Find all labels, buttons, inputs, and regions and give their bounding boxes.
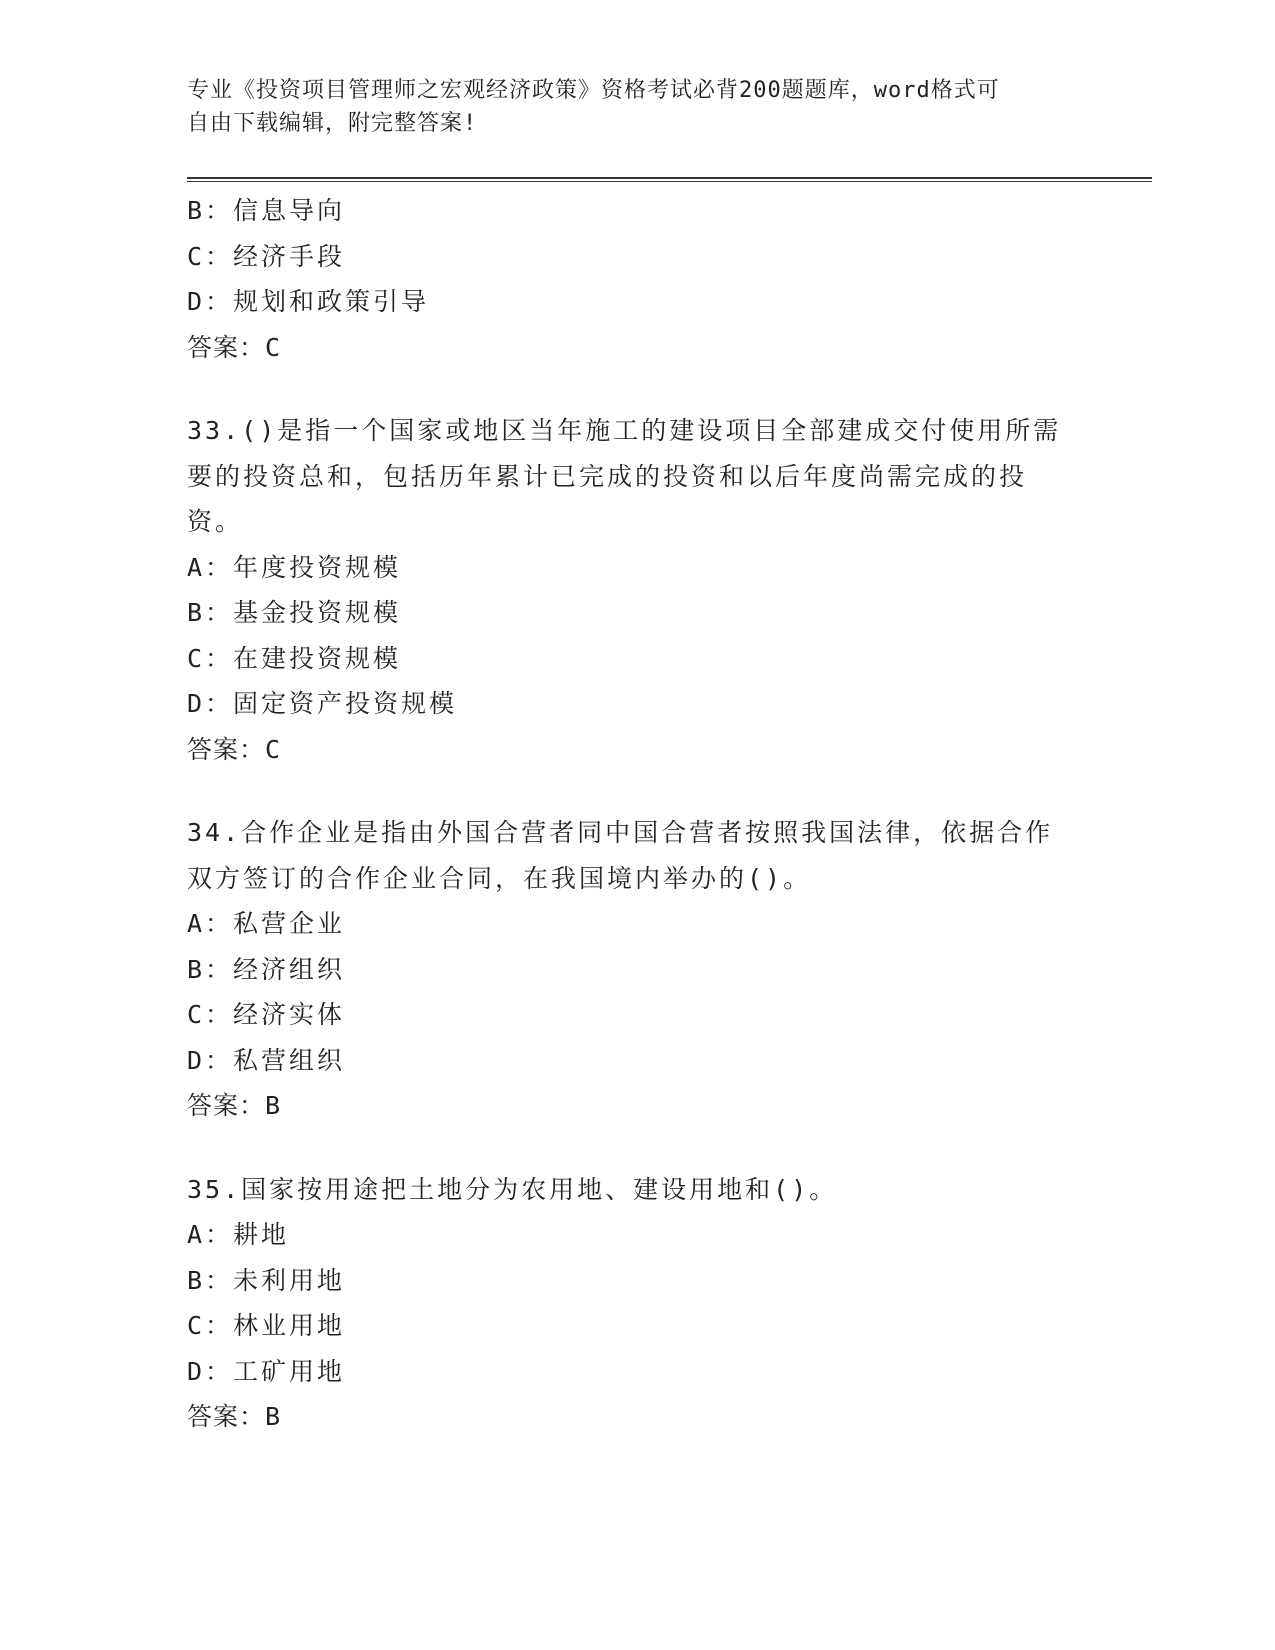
header-divider bbox=[187, 177, 1152, 182]
answer-line: 答案：B bbox=[187, 1091, 282, 1120]
question-text-line: 资。 bbox=[187, 507, 244, 536]
spacer bbox=[187, 1129, 1087, 1167]
spacer bbox=[187, 370, 1087, 408]
option-b: B：基金投资规模 bbox=[187, 598, 402, 627]
option-d: D：固定资产投资规模 bbox=[187, 689, 458, 718]
question-text-line: 34.合作企业是指由外国合营者同中国合营者按照我国法律，依据合作 bbox=[187, 818, 1054, 847]
option-d: D：规划和政策引导 bbox=[187, 287, 430, 316]
question-block-33 bbox=[187, 408, 1087, 772]
question-block-32 bbox=[187, 188, 1087, 370]
option-b: B：信息导向 bbox=[187, 196, 346, 225]
question-text-line: 35.国家按用途把土地分为农用地、建设用地和()。 bbox=[187, 1174, 838, 1204]
question-text-line: 33.()是指一个国家或地区当年施工的建设项目全部建成交付使用所需 bbox=[187, 416, 1062, 445]
option-c: C：在建投资规模 bbox=[187, 643, 402, 673]
header-line-2: 自由下载编辑，附完整答案! bbox=[187, 111, 478, 136]
question-list bbox=[187, 188, 1087, 1440]
option-a: A：私营企业 bbox=[187, 909, 346, 938]
answer-line: 答案：B bbox=[187, 1402, 282, 1431]
question-block-35 bbox=[187, 1167, 1087, 1440]
header-line-1: 专业《投资项目管理师之宏观经济政策》资格考试必背200题题库，word格式可 bbox=[187, 78, 1000, 103]
spacer bbox=[187, 772, 1087, 810]
option-d: D：工矿用地 bbox=[187, 1356, 346, 1386]
document-header bbox=[187, 74, 1087, 140]
answer-line: 答案：C bbox=[187, 332, 282, 362]
question-text-line: 要的投资总和，包括历年累计已完成的投资和以后年度尚需完成的投 bbox=[187, 461, 1028, 491]
option-c: C：经济实体 bbox=[187, 1000, 346, 1029]
option-a: A：耕地 bbox=[187, 1220, 290, 1249]
question-text-line: 双方签订的合作企业合同，在我国境内举办的()。 bbox=[187, 863, 812, 893]
option-d: D：私营组织 bbox=[187, 1045, 346, 1075]
option-b: B：未利用地 bbox=[187, 1265, 346, 1295]
option-c: C：林业用地 bbox=[187, 1311, 346, 1340]
option-a: A：年度投资规模 bbox=[187, 552, 402, 582]
option-b: B：经济组织 bbox=[187, 954, 346, 984]
option-c: C：经济手段 bbox=[187, 241, 346, 271]
answer-line: 答案：C bbox=[187, 734, 282, 764]
question-block-34 bbox=[187, 810, 1087, 1129]
